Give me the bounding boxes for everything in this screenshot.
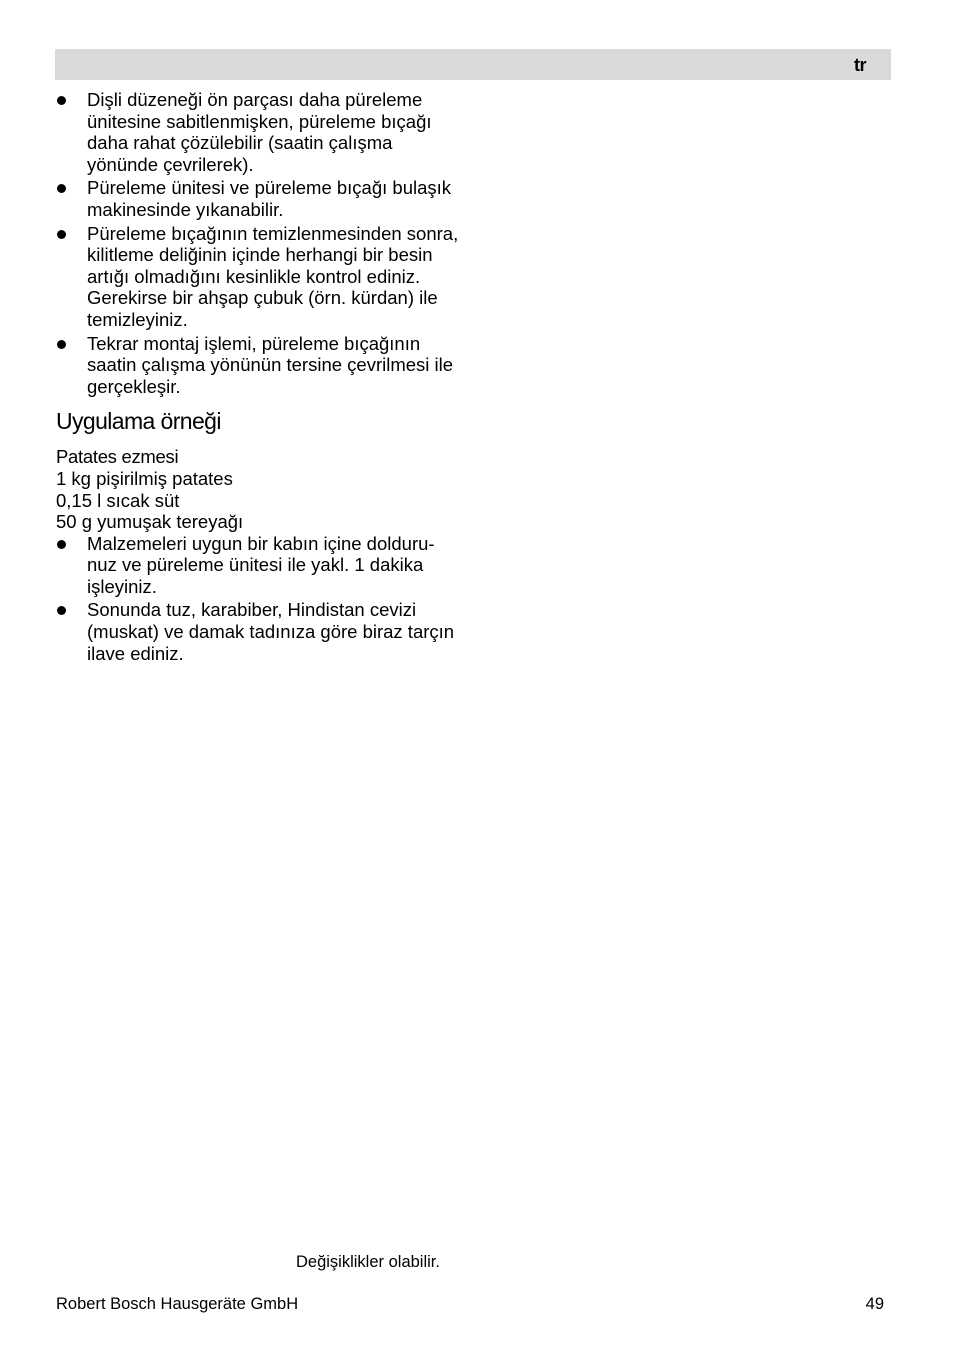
ingredient-line: 50 g yumuşak tereyağı	[56, 511, 244, 533]
list-item	[56, 89, 461, 175]
bullet-icon	[57, 230, 66, 239]
bullet-icon	[57, 540, 66, 549]
bullet-icon	[57, 340, 66, 349]
bullet-icon	[57, 606, 66, 615]
list-item	[56, 223, 461, 331]
list-item-text: Sonunda tuz, karabiber, Hindistan cevizi (muskat) ve damak tadınıza göre biraz tarçın ilave ediniz.	[87, 599, 455, 664]
list-item-text: Püreleme ünitesi ve püreleme bıçağı bulaşık makinesinde yıkanabilir.	[87, 177, 452, 220]
list-item-text: Malzemeleri uygun bir kabın içine dolduru-nuz ve püreleme ünitesi ile yakl. 1 dakika işleyiniz.	[87, 532, 435, 597]
language-header-bar	[55, 49, 891, 80]
page-number: 49	[865, 1295, 884, 1313]
recipe-steps-list	[56, 533, 461, 665]
bullet-icon	[57, 96, 66, 105]
list-item-text: Dişli düzeneği ön parçası daha püreleme ünitesine sabitlenmişken, püreleme bıçağı daha rahat çözülebilir (saatin çalışma yönünde çevrilerek).	[87, 89, 432, 175]
footer-company: Robert Bosch Hausgeräte GmbH	[56, 1295, 299, 1313]
content-column	[56, 89, 461, 666]
list-item-text: Tekrar montaj işlemi, püreleme bıçağının saatin çalışma yönünün tersine çevrilmesi ile gerçekleşir.	[87, 332, 454, 397]
ingredient-line: 0,15 l sıcak süt	[56, 489, 180, 511]
list-item	[56, 599, 461, 664]
section-heading: Uygulama örneği	[56, 408, 221, 435]
list-item-text: Püreleme bıçağının temizlenmesinden sonra, kilitleme deliğinin içinde herhangi bir besin artığı olmadığını kesinlikle kontrol ediniz. Gerekirse bir ahşap çubuk (örn. kürdan) ile temizleyiniz.	[87, 222, 459, 330]
ingredient-line: 1 kg pişirilmiş patates	[56, 467, 233, 489]
list-item	[56, 333, 461, 398]
recipe-title: Patates ezmesi	[56, 446, 179, 468]
disclaimer-text: Değişiklikler olabilir.	[296, 1253, 440, 1271]
bullet-icon	[57, 184, 66, 193]
language-code: tr	[854, 55, 866, 75]
list-item	[56, 533, 461, 598]
list-item	[56, 177, 461, 220]
intro-bullet-list	[56, 89, 461, 397]
